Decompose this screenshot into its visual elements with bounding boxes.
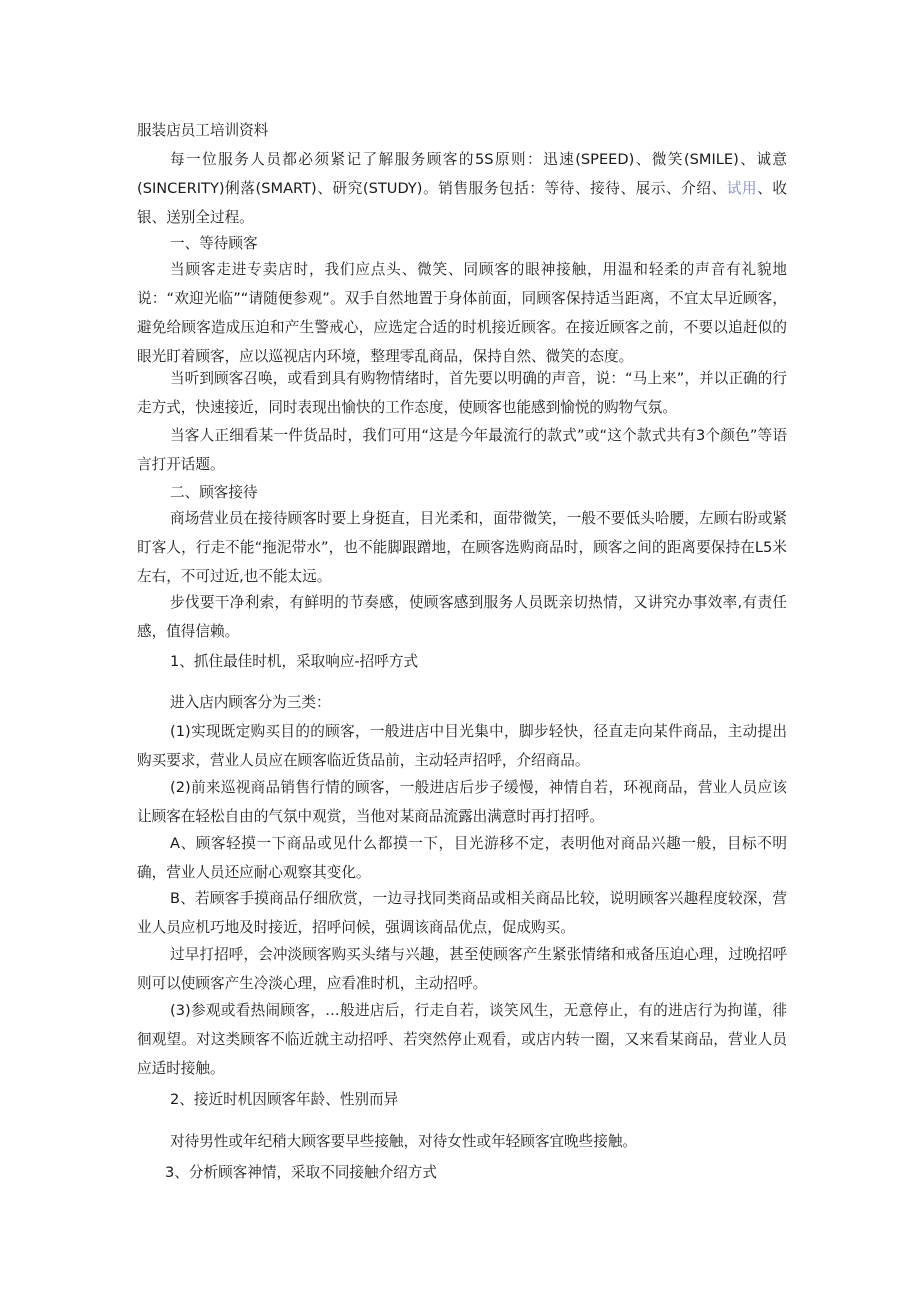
paragraph-type-2: (2)前来巡视商品销售行情的顾客，一般进店后步子缓慢，神情自若，环视商品，营业人员应该让顾客在轻松自由的气氛中观赏，当他对某商品流露出满意时再打招呼。 [137,779,787,825]
paragraph-case-b: B、若顾客手摸商品仔细欣赏，一边寻找同类商品或相关商品比较，说明顾客兴趣程度较深，营业人员应机巧地及时接近，招呼问候，强调该商品优点，促成购买。 [137,890,787,936]
paragraph-type-3: (3)参观或看热闹顾客，…般进店后，行走自若，谈笑风生，无意停止，有的进店行为拘谨，徘徊观望。对这类顾客不临近就主动招呼、若突然停止观看，或店内转一圈，又来看某商品，营业人员应适时接触。 [137,1002,787,1077]
paragraph-summon: 当听到顾客召唤，或看到具有购物情绪时，首先要以明确的声音，说：“马上来”，并以正确的行走方式，快速接近，同时表现出愉快的工作态度，使顾客也能感到愉悦的购物气氛。 [137,370,787,416]
intro-text-before: 每一位服务人员都必须紧记了解服务顾客的5S原则：迅速(SPEED)、微笑(SMILE)、诚意(SINCERITY)俐落(SMART)、研究(STUDY)。销售服务包括：等待、接待、展示、介绍、 [137,151,787,197]
intro-text-after: 、收银、送别全过程。 [137,180,787,226]
document-title: 服装店员工培训资料 [137,122,269,139]
section-heading-waiting: 一、等待顾客 [170,235,258,252]
section-heading-reception: 二、顾客接待 [170,484,258,501]
paragraph-greeting-timing: 过早打招呼，会冲淡顾客购买头绪与兴趣，甚至使顾客产生紧张情绪和戒备压迫心理，过晚招呼则可以使顾客产生冷淡心理，应看准时机，主动招呼。 [137,946,787,992]
subheading-timing: 1、抓住最佳时机，采取响应-招呼方式 [170,653,419,670]
subheading-age-gender: 2、接近时机因顾客年龄、性别而异 [170,1091,399,1108]
paragraph-pace: 步伐要干净利索，有鲜明的节奏感，使顾客感到服务人员既亲切热情，又讲究办事效率,有责任感，值得信赖。 [137,594,787,640]
paragraph-type-1: (1)实现既定购买目的的顾客，一般进店中目光集中，脚步轻快，径直走向某件商品，主动提出购买要求，营业人员应在顾客临近货品前，主动轻声招呼，介绍商品。 [137,723,787,769]
paragraph-conversation: 当客人正细看某一件货品时，我们可用“这是今年最流行的款式”或“这个款式共有3个颜色”等语言打开话题。 [137,427,787,473]
paragraph-case-a: A、顾客轻摸一下商品或见什么都摸一下，目光游移不定，表明他对商品兴趣一般，目标不明确，营业人员还应耐心观察其变化。 [137,835,787,881]
paragraph-greeting: 当顾客走进专卖店时，我们应点头、微笑、同顾客的眼神接触，用温和轻柔的声音有礼貌地说：“欢迎光临”“请随便参观”。双手自然地置于身体前面，同顾客保持适当距离，不宜太早近顾客，避免给顾客造成压迫和产生警戒心，应选定合适的时机接近顾客。在接近顾客之前，不要以追赶似的眼光盯着顾客，应以巡视店内环境，整理零乱商品，保持自然、微笑的态度。 [137,261,787,365]
paragraph-age-gender: 对待男性或年纪稍大顾客要早些接触，对待女性或年轻顾客宜晚些接触。 [170,1133,638,1150]
subheading-expression: 3、分析顾客神情，采取不同接触介绍方式 [165,1164,437,1181]
intro-paragraph [137,145,787,232]
paragraph-posture: 商场营业员在接待顾客时要上身挺直，目光柔和，面带微笑，一般不要低头哈腰，左顾右盼或紧盯客人，行走不能“拖泥带水”，也不能脚跟蹭地，在顾客选购商品时，顾客之间的距离要保持在L5米左右，不可过近,也不能太远。 [137,510,787,585]
trial-link[interactable]: 试用 [726,180,758,197]
paragraph-customer-types: 进入店内顾客分为三类： [170,694,331,711]
